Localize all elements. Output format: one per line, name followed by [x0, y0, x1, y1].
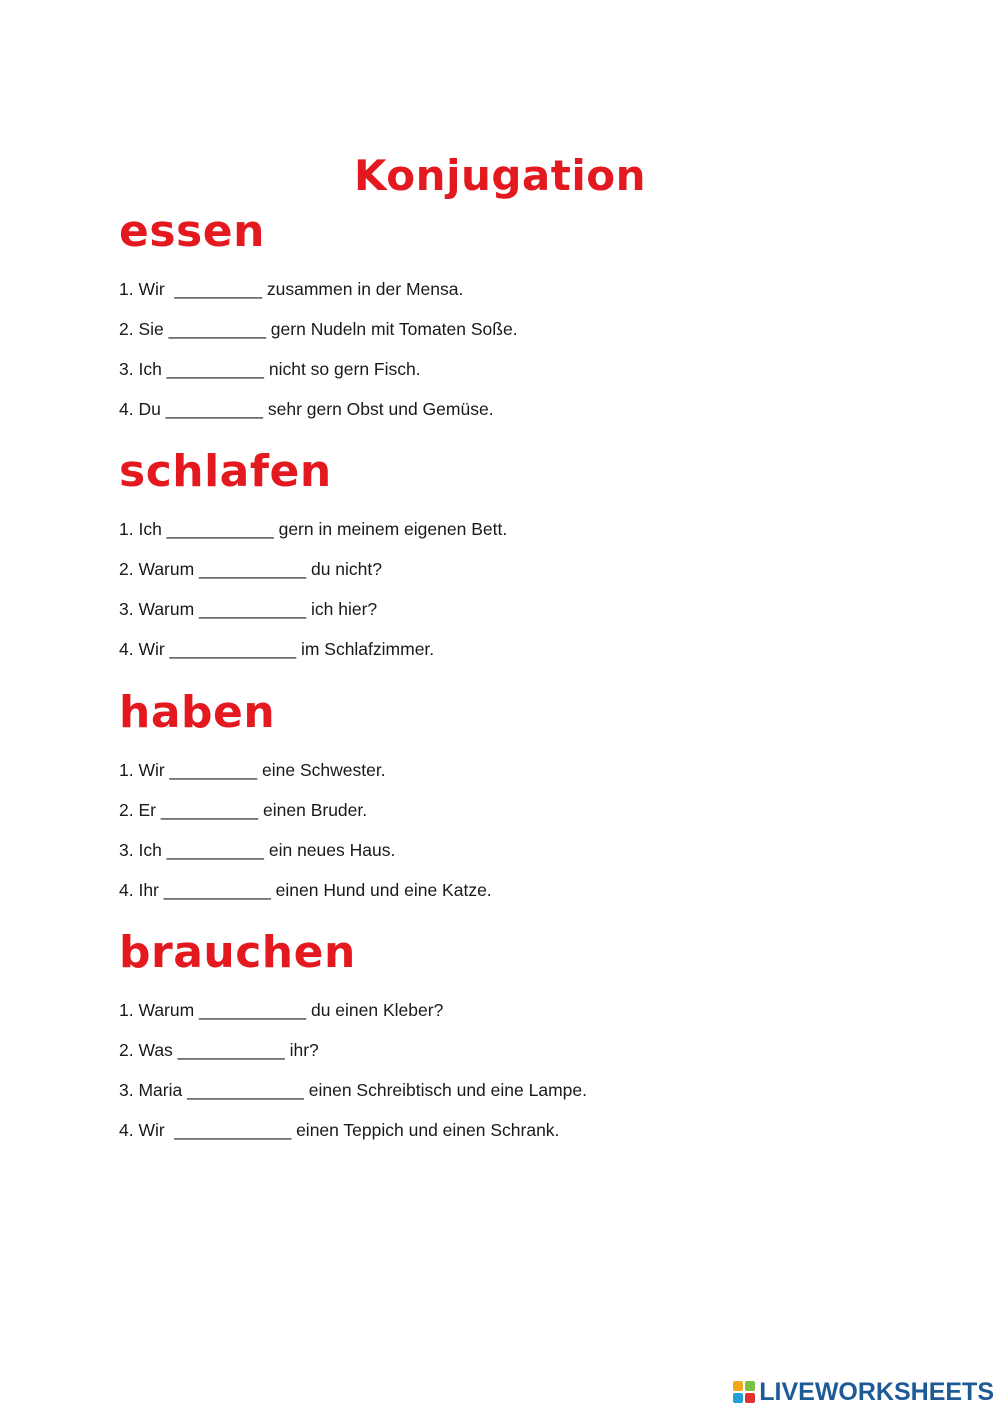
exercise-item[interactable]	[119, 879, 879, 901]
exercise-item[interactable]	[119, 1039, 879, 1061]
exercise-list-essen	[119, 278, 879, 420]
exercise-list-brauchen	[119, 999, 879, 1141]
exercise-text: 1. Warum ___________ du einen Kleber?	[119, 1000, 444, 1020]
exercise-text: 2. Sie __________ gern Nudeln mit Tomaten Soße.	[119, 319, 518, 339]
exercise-item[interactable]	[119, 598, 879, 620]
exercise-text: 1. Wir _________ zusammen in der Mensa.	[119, 279, 464, 299]
exercise-item[interactable]	[119, 358, 879, 380]
worksheet-title: Konjugation	[354, 151, 646, 201]
exercise-item[interactable]	[119, 518, 879, 540]
section-essen	[119, 204, 879, 438]
exercise-item[interactable]	[119, 839, 879, 861]
verb-heading-schlafen: schlafen	[119, 446, 332, 497]
exercise-item[interactable]	[119, 999, 879, 1021]
exercise-text: 4. Ihr ___________ einen Hund und eine Katze.	[119, 880, 492, 900]
exercise-text: 1. Ich ___________ gern in meinem eigenen Bett.	[119, 519, 508, 539]
exercise-text: 3. Ich __________ nicht so gern Fisch.	[119, 359, 421, 379]
section-brauchen	[119, 925, 879, 1159]
section-schlafen	[119, 444, 879, 678]
exercise-item[interactable]	[119, 558, 879, 580]
exercise-text: 4. Wir _____________ im Schlafzimmer.	[119, 639, 435, 659]
section-haben	[119, 685, 879, 919]
exercise-text: 3. Warum ___________ ich hier?	[119, 599, 378, 619]
exercise-list-schlafen	[119, 518, 879, 660]
exercise-text: 1. Wir _________ eine Schwester.	[119, 760, 386, 780]
brand-name: LIVEWORKSHEETS	[759, 1378, 994, 1406]
exercise-item[interactable]	[119, 1079, 879, 1101]
exercise-text: 2. Er __________ einen Bruder.	[119, 800, 368, 820]
exercise-text: 4. Wir ____________ einen Teppich und einen Schrank.	[119, 1120, 560, 1140]
verb-heading-brauchen: brauchen	[119, 927, 356, 978]
exercise-text: 2. Warum ___________ du nicht?	[119, 559, 383, 579]
exercise-list-haben	[119, 759, 879, 901]
exercise-item[interactable]	[119, 799, 879, 821]
exercise-text: 3. Maria ____________ einen Schreibtisch und eine Lampe.	[119, 1080, 587, 1100]
exercise-item[interactable]	[119, 759, 879, 781]
verb-heading-essen: essen	[119, 206, 265, 257]
exercise-item[interactable]	[119, 398, 879, 420]
exercise-text: 4. Du __________ sehr gern Obst und Gemüse.	[119, 399, 494, 419]
liveworksheets-logo-icon	[733, 1381, 755, 1403]
exercise-item[interactable]	[119, 318, 879, 340]
verb-heading-haben: haben	[119, 687, 276, 738]
exercise-item[interactable]	[119, 638, 879, 660]
liveworksheets-brand[interactable]	[733, 1379, 994, 1405]
exercise-item[interactable]	[119, 278, 879, 300]
exercise-item[interactable]	[119, 1119, 879, 1141]
exercise-text: 2. Was ___________ ihr?	[119, 1040, 319, 1060]
exercise-text: 3. Ich __________ ein neues Haus.	[119, 840, 396, 860]
